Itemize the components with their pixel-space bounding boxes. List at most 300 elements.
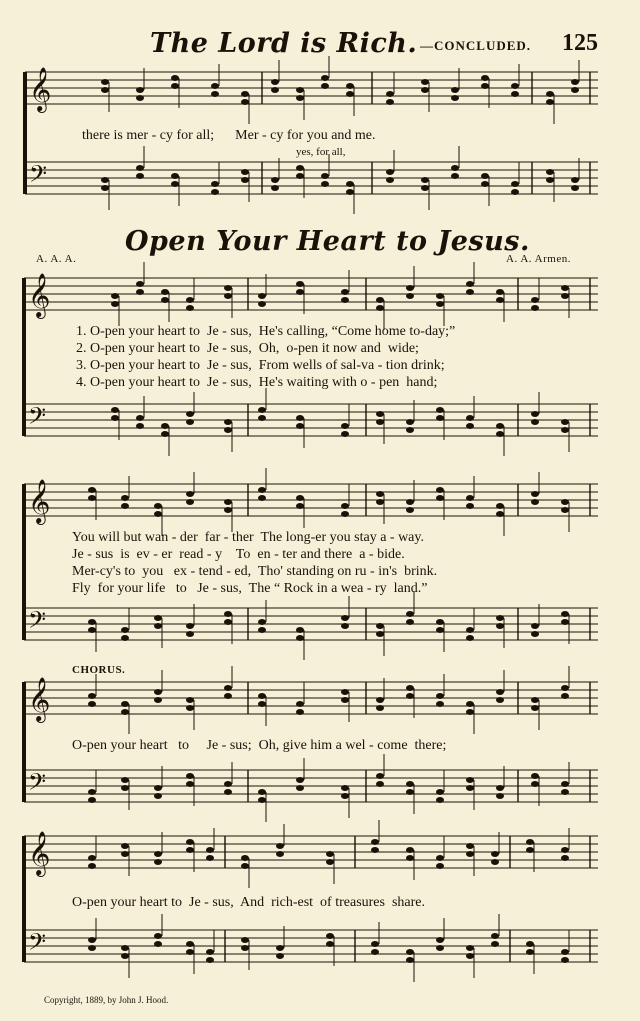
verse-2-line-b: Je - sus is ev - er read - y To en - ter and there a - bide. [72,547,405,562]
bass-note [136,423,144,429]
bass-note [466,945,474,951]
bass-note [88,797,96,803]
bass-note [386,169,394,175]
bass-note [241,169,249,175]
bass-note [496,623,504,629]
bass-note [561,611,569,617]
treble-note [296,503,304,509]
bass-note [326,933,334,939]
treble-note [241,91,249,97]
bass-note [186,949,194,955]
bass-note [161,431,169,437]
bass-note [296,165,304,171]
treble-note [101,79,109,85]
bass-note [481,181,489,187]
bass-note [241,937,249,943]
treble-clef-icon: 𝄞 [29,67,52,111]
bass-note [386,177,394,183]
treble-note [436,863,444,869]
treble-note [466,709,474,715]
treble-note [406,693,414,699]
treble-note [436,693,444,699]
bass-clef-icon: 𝄢 [28,402,47,435]
bass-note [491,941,499,947]
treble-note [121,843,129,849]
bass-note [121,777,129,783]
bass-note [346,181,354,187]
treble-note [241,863,249,869]
treble-note [241,855,249,861]
bass-note [258,619,266,625]
treble-note [531,499,539,505]
treble-note [341,511,349,517]
treble-note [88,855,96,861]
treble-note [561,285,569,291]
treble-note [154,851,162,857]
bass-note [481,173,489,179]
treble-note [161,297,169,303]
treble-note [371,839,379,845]
song-title: Open Your Heart to Jesus. [125,226,530,257]
treble-note [406,685,414,691]
treble-note [406,285,414,291]
bass-note [371,949,379,955]
bass-note [511,181,519,187]
bass-clef-icon: 𝄢 [28,928,47,961]
treble-note [88,693,96,699]
treble-note [88,495,96,501]
treble-note [436,495,444,501]
treble-note [258,487,266,493]
treble-note [296,281,304,287]
bass-note [241,177,249,183]
treble-note [466,503,474,509]
treble-note [121,495,129,501]
treble-note [186,839,194,845]
treble-note [436,301,444,307]
bass-note [466,423,474,429]
treble-note [161,289,169,295]
treble-note [406,855,414,861]
treble-note [271,79,279,85]
bass-note [436,789,444,795]
treble-note [258,495,266,501]
bass-note [206,957,214,963]
treble-note [346,83,354,89]
bass-note [526,949,534,955]
bass-note [171,181,179,187]
bass-note [531,411,539,417]
treble-clef-icon: 𝄞 [28,273,51,317]
bass-note [171,173,179,179]
treble-note [186,847,194,853]
bass-note [136,415,144,421]
bass-note [296,785,304,791]
treble-note [531,697,539,703]
bass-note [258,797,266,803]
treble-note [406,499,414,505]
treble-note [341,503,349,509]
treble-note [186,697,194,703]
bass-note [376,631,384,637]
bass-note [561,427,569,433]
treble-note [326,859,334,865]
verse-1-line-b: You will but wan - der far - ther The long-er you stay a - way. [72,530,424,545]
treble-note [406,507,414,513]
treble-note [88,487,96,493]
treble-note [386,91,394,97]
bass-note [101,177,109,183]
treble-note [436,855,444,861]
verse-1-line-a: 1. O-pen your heart to Je - sus, He's calling, “Come home to-day;” [76,324,456,339]
bass-note [88,945,96,951]
treble-note [296,87,304,93]
treble-note [386,99,394,105]
treble-note [121,701,129,707]
bass-note [121,635,129,641]
treble-clef-icon: 𝄞 [28,831,51,875]
bass-note [186,773,194,779]
bass-note [341,431,349,437]
bass-note [276,945,284,951]
bass-note [88,937,96,943]
treble-note [466,843,474,849]
treble-note [526,839,534,845]
bass-note [121,627,129,633]
bass-note [258,407,266,413]
bass-note [531,781,539,787]
treble-note [258,301,266,307]
chorus-line-2: O-pen your heart to Je - sus, And rich-est of treasures share. [72,895,426,910]
treble-note [241,99,249,105]
bass-note [88,789,96,795]
bass-note [436,619,444,625]
treble-note [561,499,569,505]
treble-note [466,289,474,295]
bass-note [154,933,162,939]
treble-note [258,293,266,299]
treble-note [101,87,109,93]
bass-note [406,419,414,425]
treble-note [136,289,144,295]
treble-note [466,495,474,501]
treble-note [421,79,429,85]
treble-note [224,499,232,505]
bass-note [561,957,569,963]
treble-note [511,91,519,97]
bass-note [496,431,504,437]
treble-note [436,487,444,493]
bass-note [224,611,232,617]
bass-note [111,415,119,421]
bass-clef-icon: 𝄢 [28,768,47,801]
treble-note [171,83,179,89]
bass-note [296,627,304,633]
bass-note [421,185,429,191]
bass-note [376,773,384,779]
bass-note [296,423,304,429]
bass-note [406,427,414,433]
treble-note [296,289,304,295]
bass-note [111,407,119,413]
top-lyric-aside: yes, for all, [296,146,346,158]
bass-note [341,623,349,629]
bass-note [466,627,474,633]
bass-note [406,789,414,795]
bass-clef-icon: 𝄢 [29,160,48,193]
bass-note [561,419,569,425]
bass-note [466,635,474,641]
bass-note [296,173,304,179]
treble-note [341,297,349,303]
bass-note [121,953,129,959]
bass-note [546,177,554,183]
bass-note [571,177,579,183]
bass-note [296,415,304,421]
copyright-notice: Copyright, 1889, by John J. Hood. [44,995,169,1005]
bass-note [121,785,129,791]
bass-note [154,785,162,791]
verse-3-line-b: Mer-cy's to you ex - tend - ed, Tho' standing on ru - in's brink. [72,564,438,579]
bass-note [224,619,232,625]
bass-note [376,411,384,417]
treble-note [531,705,539,711]
treble-note [111,293,119,299]
treble-note [276,851,284,857]
bass-note [296,635,304,641]
treble-note [296,495,304,501]
bass-note [186,411,194,417]
bass-note [341,615,349,621]
bass-note [436,945,444,951]
treble-note [531,297,539,303]
bass-note [496,793,504,799]
verse-4-line-a: 4. O-pen your heart to Je - sus, He's waiting with o - pen hand; [76,375,438,390]
treble-note [346,91,354,97]
bass-note [154,941,162,947]
bass-note [161,423,169,429]
treble-note [561,293,569,299]
treble-note [376,305,384,311]
bass-note [376,419,384,425]
bass-note [258,415,266,421]
bass-note [496,615,504,621]
bass-note [531,623,539,629]
treble-note [186,499,194,505]
bass-note [206,949,214,955]
treble-note [154,859,162,865]
bass-note [258,627,266,633]
bass-note [186,623,194,629]
treble-note [88,701,96,707]
chorus-line-1: O-pen your heart to Je - sus; Oh, give him a wel - come there; [72,738,447,753]
treble-note [186,491,194,497]
treble-note [186,305,194,311]
bass-note [436,407,444,413]
bass-note [436,627,444,633]
bass-note [154,793,162,799]
bass-note [496,785,504,791]
bass-note [491,933,499,939]
treble-note [186,297,194,303]
bass-note [436,937,444,943]
treble-note [224,693,232,699]
meter-credit: A. A. A. [36,253,77,265]
treble-note [406,293,414,299]
treble-note [326,851,334,857]
bass-note [451,173,459,179]
treble-note [561,685,569,691]
treble-note [496,503,504,509]
bass-note [511,189,519,195]
bass-note [88,619,96,625]
page-number: 125 [562,30,598,56]
bass-note [406,781,414,787]
bass-note [376,781,384,787]
treble-note [321,75,329,81]
bass-note [136,165,144,171]
bass-note [406,957,414,963]
treble-note [186,705,194,711]
treble-note [571,87,579,93]
treble-note [136,95,144,101]
treble-note [296,709,304,715]
treble-note [276,843,284,849]
treble-note [136,281,144,287]
bass-note [321,181,329,187]
bass-note [561,619,569,625]
treble-note [211,83,219,89]
treble-note [341,289,349,295]
bass-note [271,177,279,183]
treble-note [154,697,162,703]
treble-note [296,701,304,707]
treble-note [136,87,144,93]
treble-note [224,685,232,691]
bass-note [561,949,569,955]
bass-note [186,419,194,425]
treble-note [466,281,474,287]
bass-note [341,793,349,799]
treble-note [561,847,569,853]
treble-note [561,507,569,513]
treble-note [271,87,279,93]
treble-note [224,507,232,513]
treble-note [496,289,504,295]
bass-note [466,785,474,791]
treble-note [88,863,96,869]
treble-note [496,511,504,517]
treble-note [481,75,489,81]
treble-clef-icon: 𝄞 [28,479,51,523]
bass-note [531,631,539,637]
bass-note [466,415,474,421]
bass-note [406,611,414,617]
bass-note [451,165,459,171]
treble-note [496,689,504,695]
treble-note [546,99,554,105]
verse-3-line-a: 3. O-pen your heart to Je - sus, From wells of sal-va - tion drink; [76,358,445,373]
bass-note [211,181,219,187]
bass-note [571,185,579,191]
treble-note [376,499,384,505]
treble-note [171,75,179,81]
bass-note [224,789,232,795]
treble-note [154,503,162,509]
bass-note [526,941,534,947]
bass-note [531,773,539,779]
bass-note [406,949,414,955]
treble-note [466,851,474,857]
top-lyric-line: there is mer - cy for all; Mer - cy for you and me. [82,128,376,143]
treble-note [526,847,534,853]
bass-note [326,941,334,947]
bass-note [466,953,474,959]
bass-note [561,789,569,795]
treble-note [321,83,329,89]
treble-note [436,293,444,299]
treble-note [511,83,519,89]
treble-note [121,503,129,509]
verse-4-line-b: Fly for your life to Je - sus, The “ Rock in a wea - ry land.” [72,581,428,596]
treble-note [258,693,266,699]
bass-note [136,173,144,179]
bass-clef-icon: 𝄢 [28,606,47,639]
treble-note [451,87,459,93]
treble-note [491,859,499,865]
treble-note [154,689,162,695]
treble-note [154,511,162,517]
bass-note [154,615,162,621]
treble-note [496,697,504,703]
bass-note [296,777,304,783]
hymn-subtitle: —CONCLUDED. [420,38,532,53]
treble-note [546,91,554,97]
treble-note [341,697,349,703]
treble-note [341,689,349,695]
treble-note [561,693,569,699]
bass-note [346,189,354,195]
bass-note [321,173,329,179]
treble-note [224,293,232,299]
hymn-title-continued: The Lord is Rich. [150,28,418,59]
treble-note [421,87,429,93]
treble-note [258,701,266,707]
verse-2-line-a: 2. O-pen your heart to Je - sus, Oh, o-pen it now and wide; [76,341,419,356]
bass-note [546,169,554,175]
bass-note [121,945,129,951]
treble-note [481,83,489,89]
treble-note [496,297,504,303]
treble-note [491,851,499,857]
bass-note [224,419,232,425]
bass-note [88,627,96,633]
bass-note [371,941,379,947]
bass-note [276,953,284,959]
bass-note [421,177,429,183]
treble-note [371,847,379,853]
treble-note [571,79,579,85]
treble-note [376,705,384,711]
treble-note [466,701,474,707]
treble-note [531,491,539,497]
treble-note [376,697,384,703]
bass-note [496,423,504,429]
treble-note [296,95,304,101]
bass-note [341,423,349,429]
treble-clef-icon: 𝄞 [28,677,51,721]
bass-note [271,185,279,191]
